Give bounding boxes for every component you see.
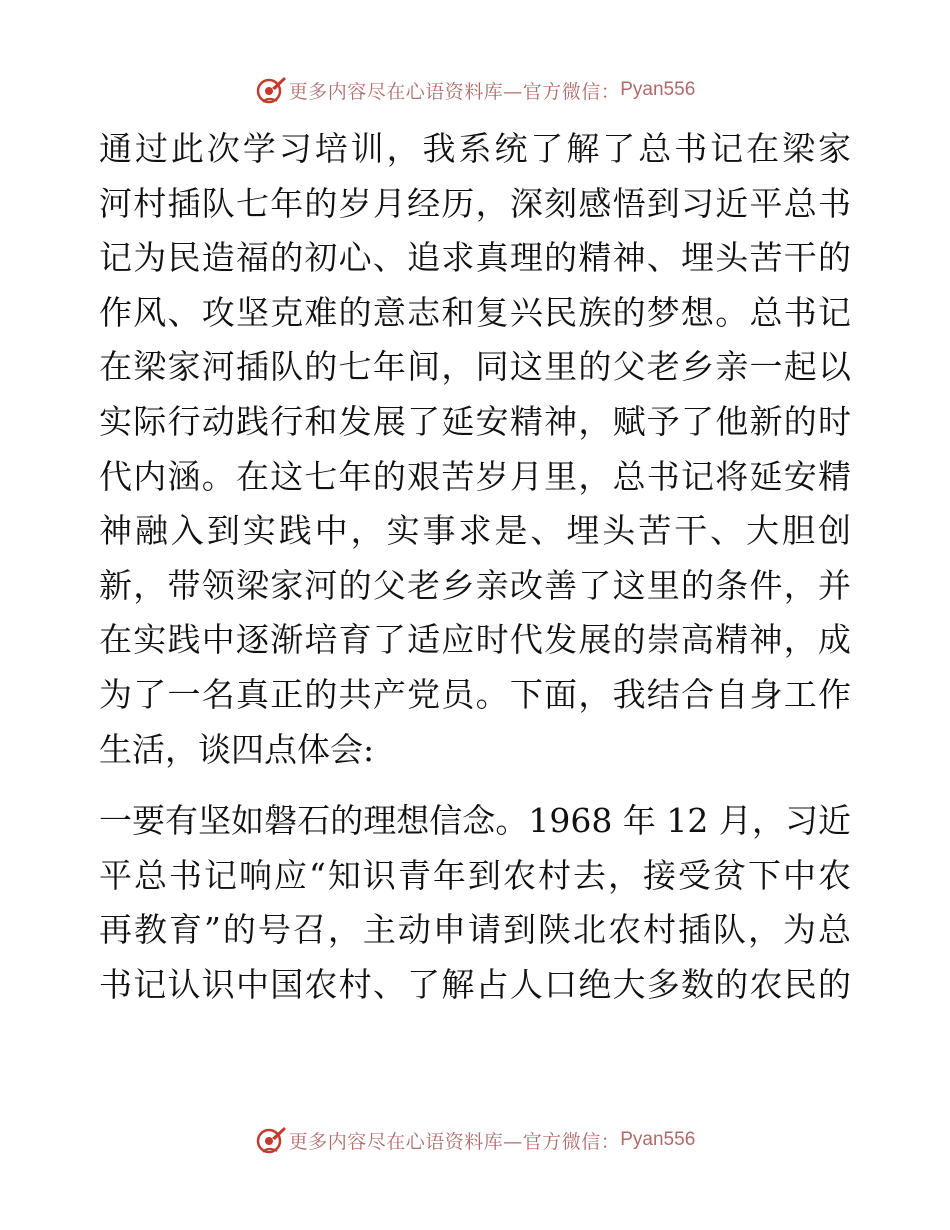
- text-line: 在梁家河插队的七年间，同这里的父老乡亲一起以: [99, 347, 851, 387]
- text-line: 书记认识中国农村、了解占人口绝大多数的农民的: [99, 964, 851, 1004]
- header-watermark: [0, 73, 950, 107]
- text-line: 代内涵。在这七年的艰苦岁月里，总书记将延安精: [99, 456, 851, 496]
- pen-logo-icon: [255, 1124, 287, 1156]
- watermark-wechat-id: Pyan556: [620, 1129, 696, 1150]
- document-body: [99, 122, 851, 1013]
- text-line: 一要有坚如磐石的理想信念。1968 年 12 月，习近: [99, 801, 851, 841]
- text-line: 平总书记响应“知识青年到农村去，接受贫下中农: [99, 855, 851, 895]
- watermark-text: 更多内容尽在心语资料库—官方微信：: [288, 80, 621, 103]
- text-line: 通过此次学习培训，我系统了解了总书记在梁家: [99, 129, 851, 168]
- text-line: 为了一名真正的共产党员。下面，我结合自身工作: [99, 674, 851, 714]
- text-line: 河村插队七年的岁月经历，深刻感悟到习近平总书: [99, 183, 851, 223]
- text-line: 记为民造福的初心、追求真理的精神、埋头苦干的: [99, 238, 851, 278]
- paragraph: [99, 122, 851, 777]
- watermark-wechat-id: Pyan556: [620, 79, 696, 100]
- pen-logo-icon: [255, 74, 287, 106]
- text-line: 实际行动践行和发展了延安精神，赋予了他新的时: [99, 401, 851, 441]
- footer-watermark: [0, 1123, 950, 1157]
- paragraph-spacer: [99, 777, 851, 794]
- paragraph: [99, 794, 851, 1012]
- text-line: 再教育”的号召，主动申请到陕北农村插队，为总: [99, 910, 851, 950]
- text-line: 作风、攻坚克难的意志和复兴民族的梦想。总书记: [99, 292, 851, 332]
- text-line: 生活，谈四点体会:: [99, 729, 375, 769]
- text-line: 在实践中逐渐培育了适应时代发展的崇高精神，成: [99, 620, 851, 660]
- text-line: 神融入到实践中，实事求是、埋头苦干、大胆创: [99, 511, 851, 551]
- watermark-text: 更多内容尽在心语资料库—官方微信：: [288, 1130, 621, 1153]
- text-line: 新，带领梁家河的父老乡亲改善了这里的条件，并: [99, 565, 851, 605]
